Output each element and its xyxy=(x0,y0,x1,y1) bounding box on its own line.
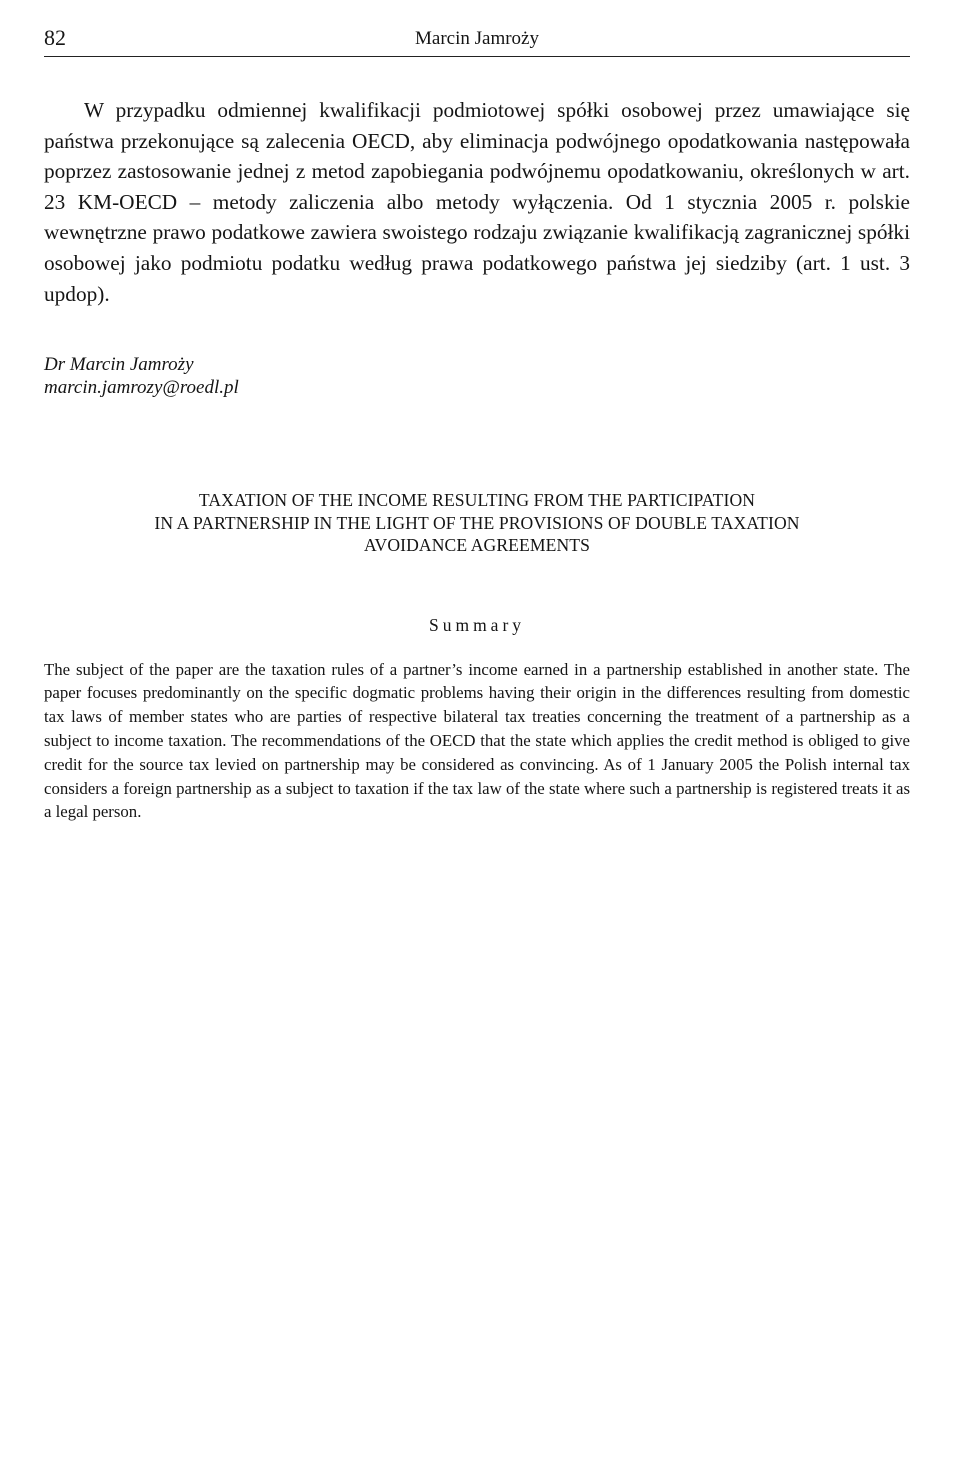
body-paragraph: W przypadku odmiennej kwalifikacji podmiotowej spółki osobowej przez umawiające się państwa przekonujące są zalecenia OECD, aby eliminacja podwójnego opodatkowania następowała poprzez zastosowanie jednej z metod zapobiegania podwójnemu opodatkowaniu, określonych w art. 23 KM-OECD – metody zaliczenia albo metody wyłączenia. Od 1 stycznia 2005 r. polskie wewnętrzne prawo podatkowe zawiera swoistego rodzaju związanie kwalifikacją zagranicznej spółki osobowej jako podmiotu podatku według prawa podatkowego państwa jej siedziby (art. 1 ust. 3 updop). xyxy=(44,98,910,306)
running-header-author: Marcin Jamroży xyxy=(415,28,539,49)
author-email: marcin.jamrozy@roedl.pl xyxy=(44,377,239,399)
english-title-line: IN A PARTNERSHIP IN THE LIGHT OF THE PROVISIONS OF DOUBLE TAXATION xyxy=(154,512,800,533)
english-title-line: AVOIDANCE AGREEMENTS xyxy=(363,535,590,556)
document-page xyxy=(44,22,910,841)
english-title xyxy=(44,489,910,557)
running-header xyxy=(44,22,910,57)
page-number: 82 xyxy=(44,25,66,50)
author-name: Dr Marcin Jamroży xyxy=(44,354,194,376)
summary-paragraph: The subject of the paper are the taxation rules of a partner’s income earned in a partnership established in another state. The paper focuses predominantly on the specific dogmatic problems having their origin in the differences resulting from domestic tax laws of member states who are parties of respective bilateral tax treaties concerning the treatment of a partnership as a subject to income taxation. The recommendations of the OECD that the state which applies the credit method is obliged to give credit for the source tax levied on partnership may be considered as convincing. As of 1 January 2005 the Polish internal tax considers a foreign partnership as a subject to taxation if the tax law of the state where such a partnership is registered treats it as a legal person. xyxy=(44,659,910,822)
english-title-line: TAXATION OF THE INCOME RESULTING FROM THE PARTICIPATION xyxy=(198,490,756,511)
summary-heading: Summary xyxy=(428,614,526,635)
author-signature xyxy=(44,353,910,399)
